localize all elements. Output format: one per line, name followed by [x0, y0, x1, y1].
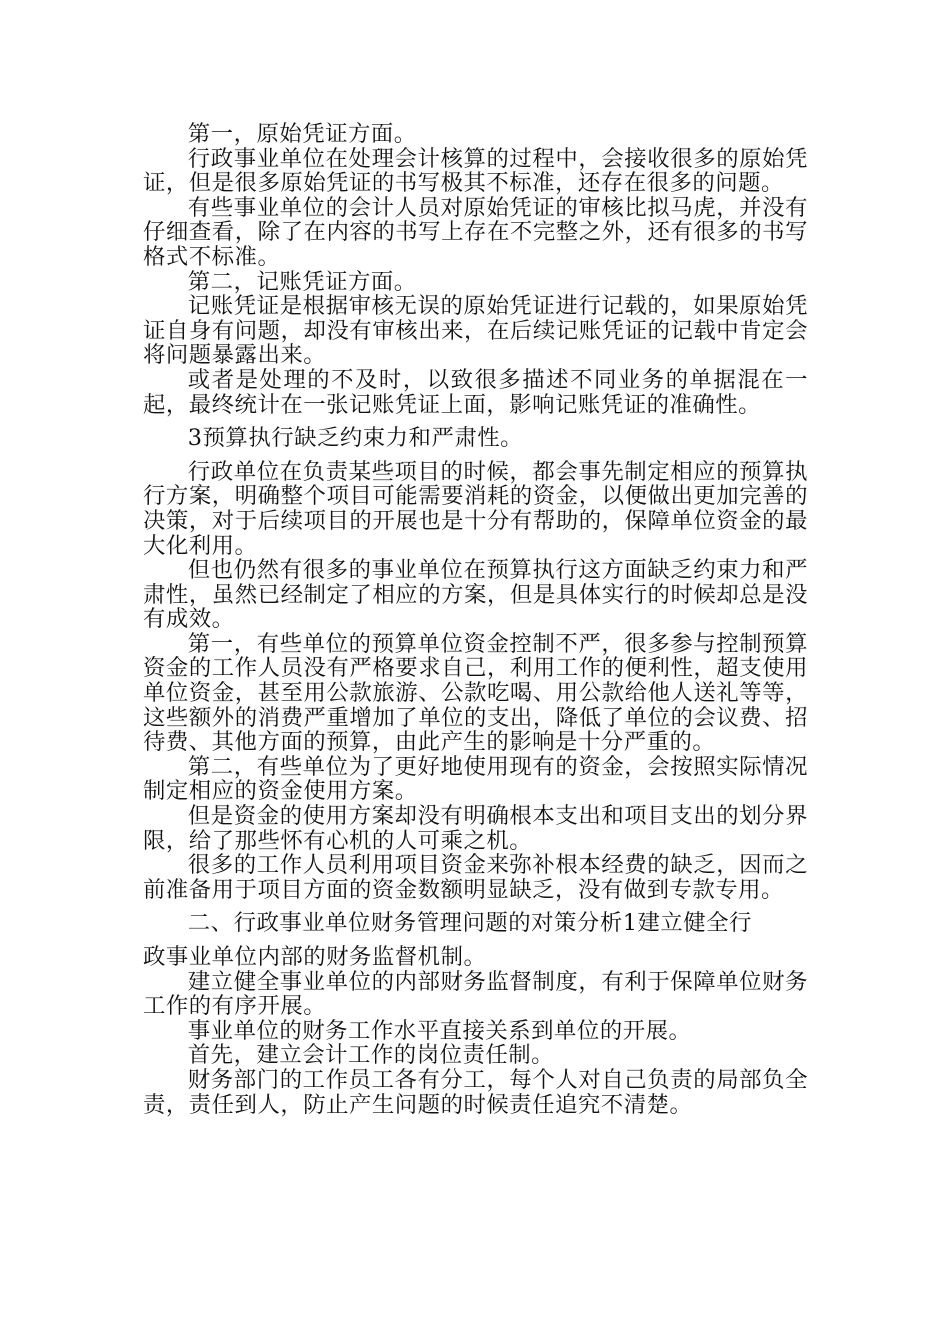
paragraph-work-level: 事业单位的财务工作水平直接关系到单位的开展。 [187, 1017, 692, 1044]
paragraph-unclear-boundary: 但是资金的使用方案却没有明确根本支出和项目支出的划分界限，给了那些怀有心机的人可乘之机。 [143, 803, 808, 854]
paragraph-loose-fund-control: 第一，有些单位的预算单位资金控制不严，很多参与控制预算资金的工作人员没有严格要求自己，利用工作的便利性，超支使用单位资金，甚至用公款旅游、公款吃喝、用公款给他人送礼等等，这些额外的消费严重增加了单位的支出，降低了单位的会议费、招待费、其他方面的预算，由此产生的影响是十分严重的。 [143, 630, 808, 756]
section-heading-countermeasures-continued: 政事业单位内部的财务监督机制。 [143, 944, 487, 970]
paragraph-original-voucher-heading: 第一，原始凭证方面。 [187, 121, 417, 147]
paragraph-project-funds-misuse: 很多的工作人员利用项目资金来弥补根本经费的缺乏，因而之前准备用于项目方面的资金数额明显缺乏，没有做到专款专用。 [143, 852, 808, 903]
paragraph-accounting-voucher-basis: 记账凭证是根据审核无误的原始凭证进行记载的，如果原始凭证自身有问题，却没有审核出来，在后续记账凭证的记载中肯定会将问题暴露出来。 [143, 293, 808, 369]
paragraph-division-of-labor: 财务部门的工作员工各有分工，每个人对自己负责的局部负全责，责任到人，防止产生问题的时候责任追究不清楚。 [143, 1066, 808, 1118]
paragraph-audit-careless: 有些事业单位的会计人员对原始凭证的审核比拟马虎，并没有仔细查看，除了在内容的书写上存在不完整之外，还有很多的书写格式不标准。 [143, 194, 808, 270]
section-heading-budget-execution: 3预算执行缺乏约束力和严肃性。 [187, 425, 524, 452]
paragraph-budget-plan: 行政单位在负责某些项目的时候，都会事先制定相应的预算执行方案，明确整个项目可能需要消耗的资金，以便做出更加完善的决策，对于后续项目的开展也是十分有帮助的，保障单位资金的最大化利用。 [143, 458, 808, 559]
paragraph-post-responsibility: 首先，建立会计工作的岗位责任制。 [187, 1042, 555, 1069]
paragraph-lack-of-constraint: 但也仍然有很多的事业单位在预算执行这方面缺乏约束力和严肃性，虽然已经制定了相应的方案，但是具体实行的时候却总是没有成效。 [143, 557, 808, 633]
paragraph-accounting-voucher-heading: 第二，记账凭证方面。 [187, 268, 417, 295]
paragraph-internal-supervision: 建立健全事业单位的内部财务监督制度，有利于保障单位财务工作的有序开展。 [143, 968, 808, 1020]
paragraph-original-voucher-issue: 行政事业单位在处理会计核算的过程中，会接收很多的原始凭证，但是很多原始凭证的书写极其不标准，还存在很多的问题。 [143, 145, 808, 197]
section-heading-countermeasures: 二、行政事业单位财务管理问题的对策分析1建立健全行 [187, 910, 752, 937]
document-page [143, 122, 808, 1117]
paragraph-fund-usage-plan: 第二，有些单位为了更好地使用现有的资金，会按照实际情况制定相应的资金使用方案。 [143, 753, 808, 805]
paragraph-untimely-processing: 或者是处理的不及时，以致很多描述不同业务的单据混在一起，最终统计在一张记账凭证上面，影响记账凭证的准确性。 [143, 366, 808, 418]
